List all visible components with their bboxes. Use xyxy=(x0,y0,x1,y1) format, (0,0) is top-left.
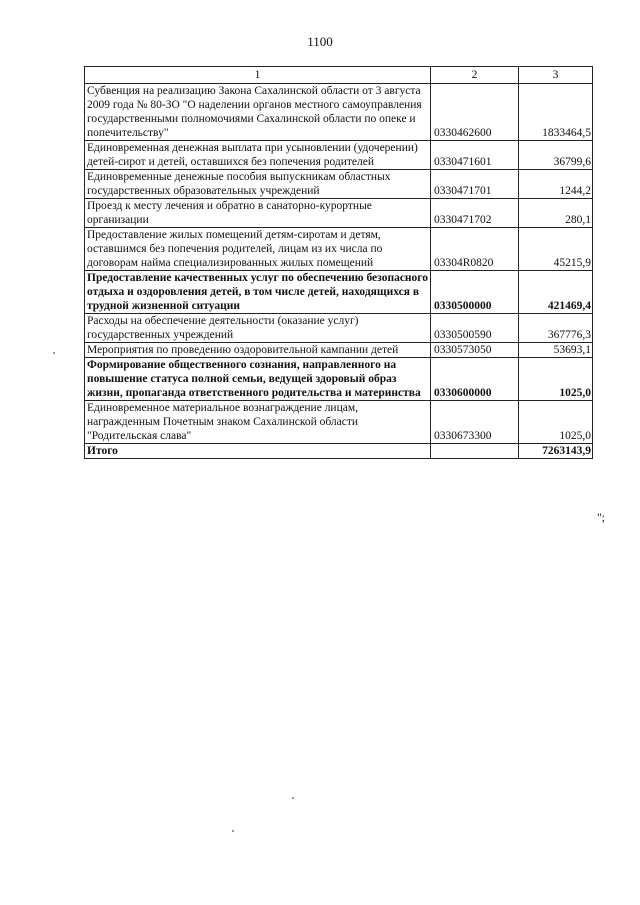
column-header-2: 2 xyxy=(431,67,519,84)
table-row xyxy=(85,343,593,358)
row-sum: 1833464,5 xyxy=(519,84,593,141)
scan-speck xyxy=(292,797,294,799)
row-code: 03304R0820 xyxy=(431,228,519,271)
table-row xyxy=(85,84,593,141)
table-row xyxy=(85,314,593,343)
row-sum: 280,1 xyxy=(519,199,593,228)
row-name: Единовременные денежные пособия выпускникам областных государственных образовательных учреждений xyxy=(85,170,431,199)
column-header-3: 3 xyxy=(519,67,593,84)
row-code: 0330673300 xyxy=(431,401,519,444)
row-sum: 1244,2 xyxy=(519,170,593,199)
scan-speck xyxy=(53,352,55,354)
row-sum: 45215,9 xyxy=(519,228,593,271)
row-code: 0330471601 xyxy=(431,141,519,170)
closing-quote-mark: "; xyxy=(597,512,605,524)
table-row xyxy=(85,199,593,228)
row-name: Предоставление жилых помещений детям-сиротам и детям, оставшимся без попечения родителей, лицам из их числа по договорам найма специализированных жилых помещений xyxy=(85,228,431,271)
budget-table xyxy=(84,66,593,459)
row-code: 0330462600 xyxy=(431,84,519,141)
table-row xyxy=(85,141,593,170)
table-row xyxy=(85,228,593,271)
table-header-row xyxy=(85,67,593,84)
row-code: 0330471701 xyxy=(431,170,519,199)
total-row xyxy=(85,444,593,459)
row-sum: 1025,0 xyxy=(519,401,593,444)
row-code: 0330500590 xyxy=(431,314,519,343)
row-name: Единовременное материальное вознаграждение лицам, награжденным Почетным знаком Сахалинской области "Родительская слава" xyxy=(85,401,431,444)
row-name: Предоставление качественных услуг по обеспечению безопасного отдыха и оздоровления детей, в том числе детей, находящихся в трудной жизненной ситуации xyxy=(85,271,431,314)
row-sum: 53693,1 xyxy=(519,343,593,358)
total-label: Итого xyxy=(85,444,431,459)
row-name: Мероприятия по проведению оздоровительной кампании детей xyxy=(85,343,431,358)
table-row xyxy=(85,170,593,199)
column-header-1: 1 xyxy=(85,67,431,84)
page-number: 1100 xyxy=(307,34,333,49)
row-name: Проезд к месту лечения и обратно в санаторно-курортные организации xyxy=(85,199,431,228)
row-name: Формирование общественного сознания, направленного на повышение статуса полной семьи, ведущей здоровый образ жизни, пропаганда ответственного родительства и материнства xyxy=(85,358,431,401)
row-code: 0330471702 xyxy=(431,199,519,228)
scan-speck xyxy=(232,830,234,832)
row-name: Расходы на обеспечение деятельности (оказание услуг) государственных учреждений xyxy=(85,314,431,343)
total-sum: 7263143,9 xyxy=(519,444,593,459)
row-code: 0330500000 xyxy=(431,271,519,314)
row-sum: 1025,0 xyxy=(519,358,593,401)
row-sum: 36799,6 xyxy=(519,141,593,170)
total-code xyxy=(431,444,519,459)
table-row xyxy=(85,271,593,314)
row-name: Единовременная денежная выплата при усыновлении (удочерении) детей-сирот и детей, оставшихся без попечения родителей xyxy=(85,141,431,170)
row-name: Субвенция на реализацию Закона Сахалинской области от 3 августа 2009 года № 80-ЗО "О наделении органов местного самоуправления государственными полномочиями Сахалинской области по опеке и попечительству" xyxy=(85,84,431,141)
table-row xyxy=(85,401,593,444)
row-sum: 421469,4 xyxy=(519,271,593,314)
row-sum: 367776,3 xyxy=(519,314,593,343)
table-row xyxy=(85,358,593,401)
row-code: 0330573050 xyxy=(431,343,519,358)
row-code: 0330600000 xyxy=(431,358,519,401)
